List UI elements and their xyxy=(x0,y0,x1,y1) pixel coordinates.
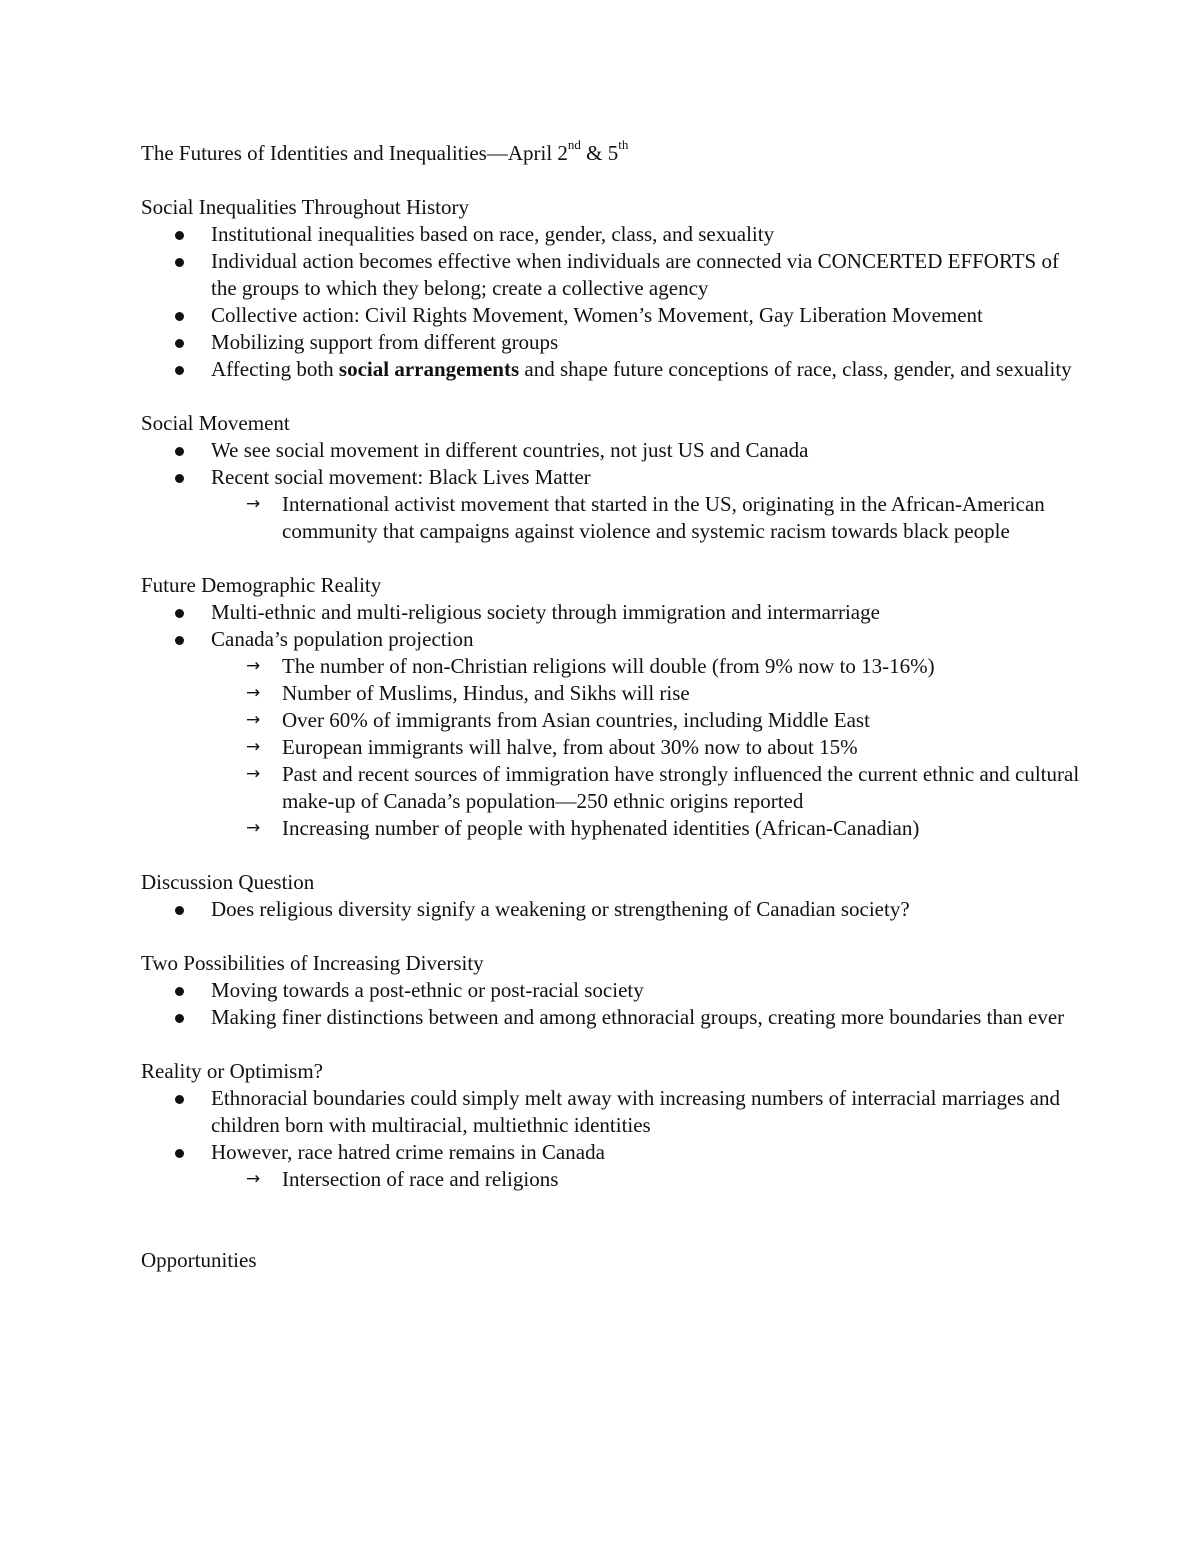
section-two-possibilities xyxy=(141,950,1081,1031)
sub-list-item xyxy=(141,815,1081,842)
sub-list-item xyxy=(141,491,1081,545)
list-item xyxy=(141,464,1081,491)
list-item-text: Making finer distinctions between and among ethnoracial groups, creating more boundaries than ever xyxy=(211,1005,1065,1029)
list-item-text: and shape future conceptions of race, class, gender, and sexuality xyxy=(519,357,1072,381)
right-arrow-icon: → xyxy=(246,1169,261,1189)
bullet-list xyxy=(141,977,1081,1031)
title-superscript-th: th xyxy=(618,137,629,152)
sub-list-item-text: The number of non-Christian religions will double (from 9% now to 13-16%) xyxy=(282,654,935,678)
list-item-text: Institutional inequalities based on race, gender, class, and sexuality xyxy=(211,222,775,246)
section-heading: Future Demographic Reality xyxy=(141,573,382,597)
bold-term: social arrangements xyxy=(338,357,520,381)
list-item xyxy=(141,1139,1081,1166)
sub-list-item-text: Over 60% of immigrants from Asian countries, including Middle East xyxy=(282,708,870,732)
section-heading: Two Possibilities of Increasing Diversity xyxy=(141,951,484,975)
sub-list-item-text: Intersection of race and religions xyxy=(282,1167,559,1191)
list-item xyxy=(141,977,1081,1004)
list-item xyxy=(141,1004,1081,1031)
bullet-icon xyxy=(175,1095,184,1104)
section-reality-or-optimism xyxy=(141,1058,1081,1193)
sub-list-item xyxy=(141,707,1081,734)
bullet-list xyxy=(141,221,1081,383)
list-item xyxy=(141,437,1081,464)
list-item xyxy=(141,356,1081,383)
list-item xyxy=(141,1085,1081,1139)
section-heading: Social Movement xyxy=(141,411,290,435)
bullet-icon xyxy=(175,906,184,915)
bullet-icon xyxy=(175,339,184,348)
sub-list-item xyxy=(141,653,1081,680)
bullet-icon xyxy=(175,447,184,456)
list-item xyxy=(141,221,1081,248)
list-item-text: Moving towards a post-ethnic or post-racial society xyxy=(211,978,644,1002)
bullet-icon xyxy=(175,474,184,483)
list-item-text: Individual action becomes effective when individuals are connected via CONCERTED EFFORTS of the groups to which they belong; create a collective agency xyxy=(211,249,1059,300)
list-item xyxy=(141,599,1081,626)
list-item xyxy=(141,329,1081,356)
bullet-icon xyxy=(175,366,184,375)
section-opportunities xyxy=(141,1247,1081,1274)
list-item-text: Recent social movement: Black Lives Matter xyxy=(211,465,591,489)
list-item-text: Mobilizing support from different groups xyxy=(211,330,559,354)
list-item-text: Collective action: Civil Rights Movement, Women’s Movement, Gay Liberation Movement xyxy=(211,303,983,327)
bullet-icon xyxy=(175,1149,184,1158)
sub-list-item xyxy=(141,1166,1081,1193)
list-item xyxy=(141,248,1081,302)
right-arrow-icon: → xyxy=(246,818,261,838)
sub-list-item xyxy=(141,734,1081,761)
right-arrow-icon: → xyxy=(246,764,261,784)
sub-list-item xyxy=(141,680,1081,707)
bullet-list xyxy=(141,599,1081,842)
bullet-list xyxy=(141,1085,1081,1193)
bullet-list xyxy=(141,896,1081,923)
title-middle: & 5 xyxy=(580,141,619,165)
sub-list-item-text: Increasing number of people with hyphenated identities (African-Canadian) xyxy=(282,816,920,840)
bullet-icon xyxy=(175,609,184,618)
list-item-text: Canada’s population projection xyxy=(211,627,474,651)
list-item-text: Affecting both xyxy=(211,357,339,381)
section-heading: Reality or Optimism? xyxy=(141,1059,323,1083)
right-arrow-icon: → xyxy=(246,737,261,757)
bullet-icon xyxy=(175,636,184,645)
document-title xyxy=(141,137,1081,167)
section-future-demographic-reality xyxy=(141,572,1081,842)
title-text: The Futures of Identities and Inequalities—April 2 xyxy=(141,141,568,165)
bullet-icon xyxy=(175,312,184,321)
bullet-list xyxy=(141,437,1081,545)
section-heading: Social Inequalities Throughout History xyxy=(141,195,469,219)
sub-list-item-text: Number of Muslims, Hindus, and Sikhs will rise xyxy=(282,681,690,705)
title-superscript-nd: nd xyxy=(567,137,581,152)
section-heading: Discussion Question xyxy=(141,870,315,894)
sub-list-item xyxy=(141,761,1081,815)
list-item xyxy=(141,896,1081,923)
right-arrow-icon: → xyxy=(246,710,261,730)
section-heading: Opportunities xyxy=(141,1248,257,1272)
sub-list-item-text: Past and recent sources of immigration have strongly influenced the current ethnic and cultural make-up of Canada’s population—250 ethnic origins reported xyxy=(282,762,1080,813)
sub-list-item-text: International activist movement that started in the US, originating in the African-American community that campaigns against violence and systemic racism towards black people xyxy=(282,492,1045,543)
section-social-movement xyxy=(141,410,1081,545)
list-item-text: However, race hatred crime remains in Canada xyxy=(211,1140,605,1164)
bullet-icon xyxy=(175,1014,184,1023)
list-item-text: Ethnoracial boundaries could simply melt away with increasing numbers of interracial marriages and children born with multiracial, multiethnic identities xyxy=(211,1086,1061,1137)
document-page xyxy=(141,137,1081,1274)
section-social-inequalities xyxy=(141,194,1081,383)
list-item-text: Does religious diversity signify a weakening or strengthening of Canadian society? xyxy=(211,897,910,921)
bullet-icon xyxy=(175,987,184,996)
right-arrow-icon: → xyxy=(246,683,261,703)
bullet-icon xyxy=(175,258,184,267)
right-arrow-icon: → xyxy=(246,494,261,514)
list-item xyxy=(141,626,1081,653)
sub-list-item-text: European immigrants will halve, from about 30% now to about 15% xyxy=(282,735,858,759)
list-item-text: We see social movement in different countries, not just US and Canada xyxy=(211,438,809,462)
right-arrow-icon: → xyxy=(246,656,261,676)
list-item-text: Multi-ethnic and multi-religious society through immigration and intermarriage xyxy=(211,600,880,624)
bullet-icon xyxy=(175,231,184,240)
section-discussion-question xyxy=(141,869,1081,923)
list-item xyxy=(141,302,1081,329)
